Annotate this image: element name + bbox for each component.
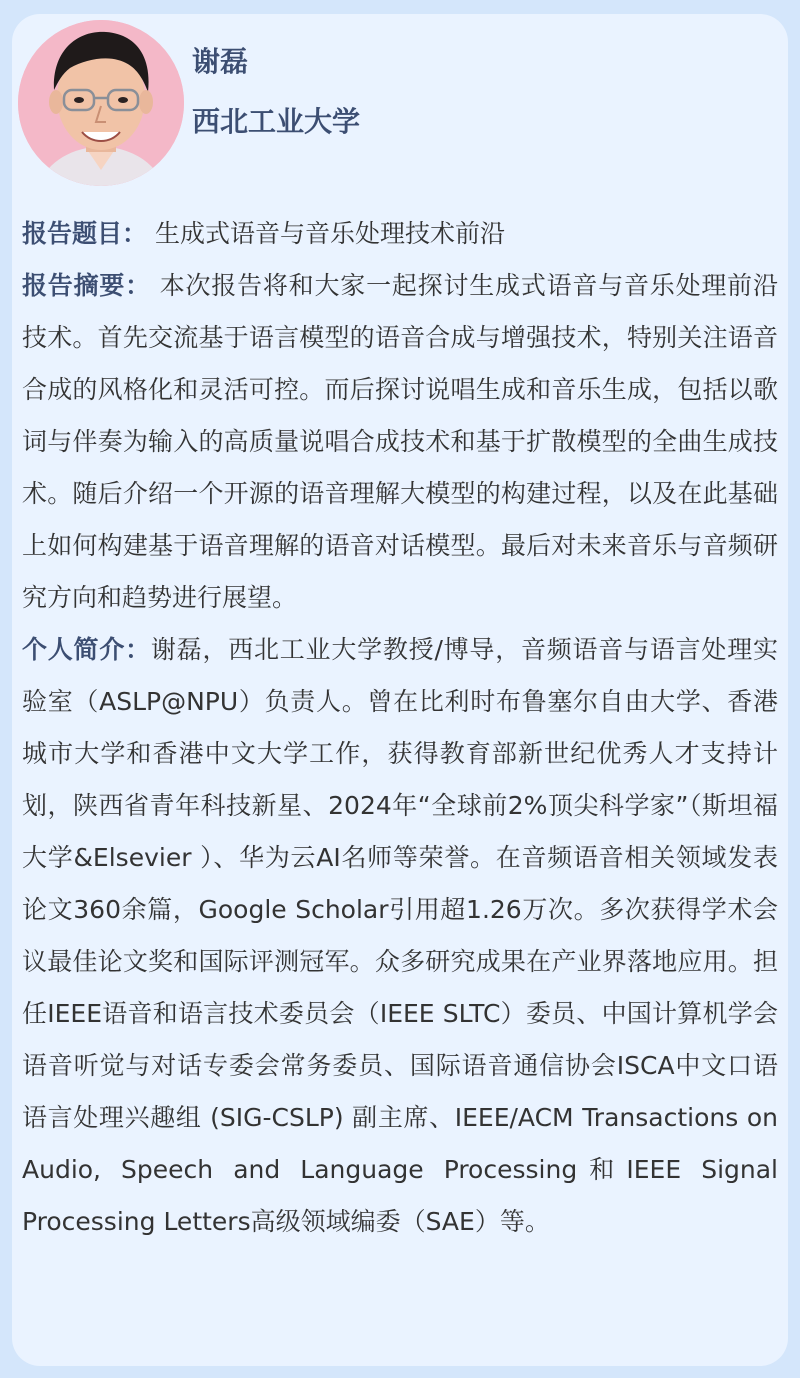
- speaker-portrait-icon: [18, 20, 184, 186]
- speaker-card: [12, 14, 788, 1366]
- report-title-section: [22, 208, 778, 260]
- bio-text: 谢磊，西北工业大学教授/博导，音频语音与语言处理实验室（ASLP@NPU）负责人。曾在比利时布鲁塞尔自由大学、香港城市大学和香港中文大学工作，获得教育部新世纪优秀人才支持计划，陕西省青年科技新星、2024年“全球前2%顶尖科学家”（斯坦福大学&Elsevier ）、华为云AI名师等荣誉。在音频语音相关领域发表论文360余篇，Google Scholar引用超1.26万次。多次获得学术会议最佳论文奖和国际评测冠军。众多研究成果在产业界落地应用。担任IEEE语音和语言技术委员会（IEEE SLTC）委员、中国计算机学会语音听觉与对话专委会常务委员、国际语音通信协会ISCA中文口语语言处理兴趣组 (SIG-CSLP) 副主席、IEEE/ACM Transactions on Audio, Speech and Language Processing和IEEE Signal Processing Letters高级领域编委（SAE）等。: [22, 635, 778, 1236]
- bio-label: 个人简介：: [22, 635, 151, 664]
- report-title-label: 报告题目：: [22, 219, 148, 248]
- abstract-label: 报告摘要：: [22, 271, 151, 300]
- report-title-text: 生成式语音与音乐处理技术前沿: [154, 219, 505, 248]
- abstract-text: 本次报告将和大家一起探讨生成式语音与音乐处理前沿技术。首先交流基于语言模型的语音合成与增强技术，特别关注语音合成的风格化和灵活可控。而后探讨说唱生成和音乐生成，包括以歌词与伴奏为输入的高质量说唱合成技术和基于扩散模型的全曲生成技术。随后介绍一个开源的语音理解大模型的构建过程，以及在此基础上如何构建基于语音理解的语音对话模型。最后对未来音乐与音频研究方向和趋势进行展望。: [22, 271, 778, 612]
- speaker-name: 谢磊: [192, 45, 249, 78]
- report-details: [22, 208, 778, 1248]
- speaker-affiliation: 西北工业大学: [192, 105, 361, 138]
- speaker-photo: [18, 20, 184, 186]
- abstract-section: [22, 260, 778, 624]
- bio-section: [22, 624, 778, 1248]
